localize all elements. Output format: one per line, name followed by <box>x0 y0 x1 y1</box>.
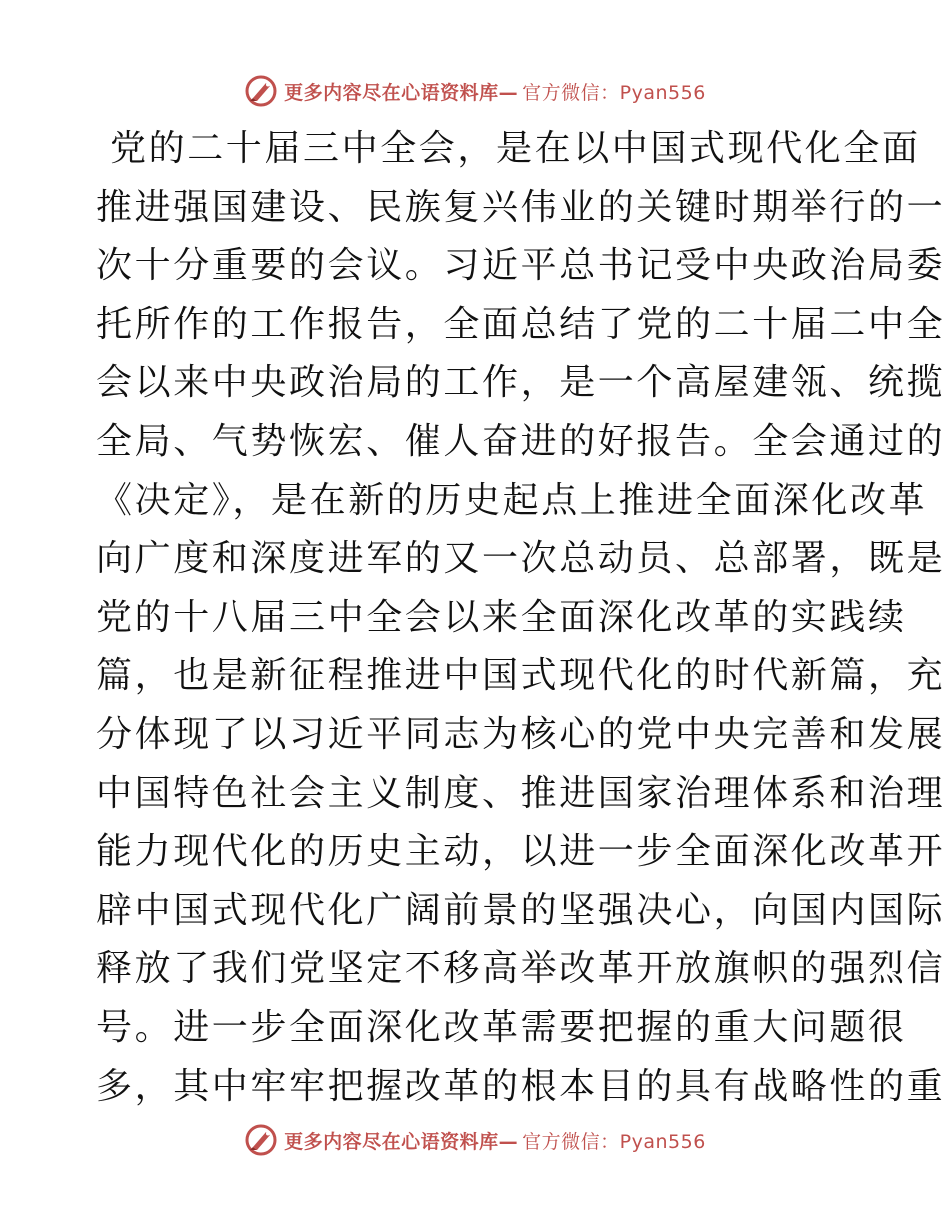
header-banner-text <box>284 78 706 105</box>
text-line: 中国特色社会主义制度、推进国家治理体系和治理 <box>96 772 946 814</box>
header-banner-wechat: 官方微信：Pyan556 <box>522 81 706 104</box>
text-line: 党的十八届三中全会以来全面深化改革的实践续 <box>96 596 907 638</box>
text-line: 释放了我们党坚定不移高举改革开放旗帜的强烈信 <box>96 948 946 990</box>
header-banner-site: 更多内容尽在心语资料库— <box>284 81 519 104</box>
text-line: 推进强国建设、民族复兴伟业的关键时期举行的一 <box>96 186 946 228</box>
pen-book-logo-icon <box>244 74 278 108</box>
header-banner <box>0 71 950 111</box>
text-line: 向广度和深度进军的又一次总动员、总部署，既是 <box>96 538 946 580</box>
text-line: 全局、气势恢宏、催人奋进的好报告。全会通过的 <box>96 420 946 462</box>
text-line: 号。进一步全面深化改革需要把握的重大问题很 <box>96 1006 907 1048</box>
text-line: 篇，也是新征程推进中国式现代化的时代新篇，充 <box>96 655 946 697</box>
text-line: 能力现代化的历史主动，以进一步全面深化改革开 <box>96 831 946 873</box>
text-line: 次十分重要的会议。习近平总书记受中央政治局委 <box>96 245 946 287</box>
text-line: 多，其中牢牢把握改革的根本目的具有战略性的重 <box>96 1065 946 1107</box>
pen-book-logo-icon <box>244 1123 278 1157</box>
footer-banner-text <box>284 1127 706 1154</box>
footer-banner <box>0 1120 950 1160</box>
footer-banner-site: 更多内容尽在心语资料库— <box>284 1130 519 1153</box>
text-line: 《决定》，是在新的历史起点上推进全面深化改革 <box>96 479 928 521</box>
document-body <box>0 120 950 1116</box>
text-line: 分体现了以习近平同志为核心的党中央完善和发展 <box>96 713 946 755</box>
text-line: 托所作的工作报告，全面总结了党的二十届二中全 <box>96 303 946 345</box>
text-line: 党的二十届三中全会，是在以中国式现代化全面 <box>110 128 921 169</box>
text-line: 会以来中央政治局的工作，是一个高屋建瓴、统揽 <box>96 362 946 404</box>
text-line: 辟中国式现代化广阔前景的坚强决心，向国内国际 <box>96 889 946 931</box>
footer-banner-wechat: 官方微信：Pyan556 <box>522 1130 706 1153</box>
